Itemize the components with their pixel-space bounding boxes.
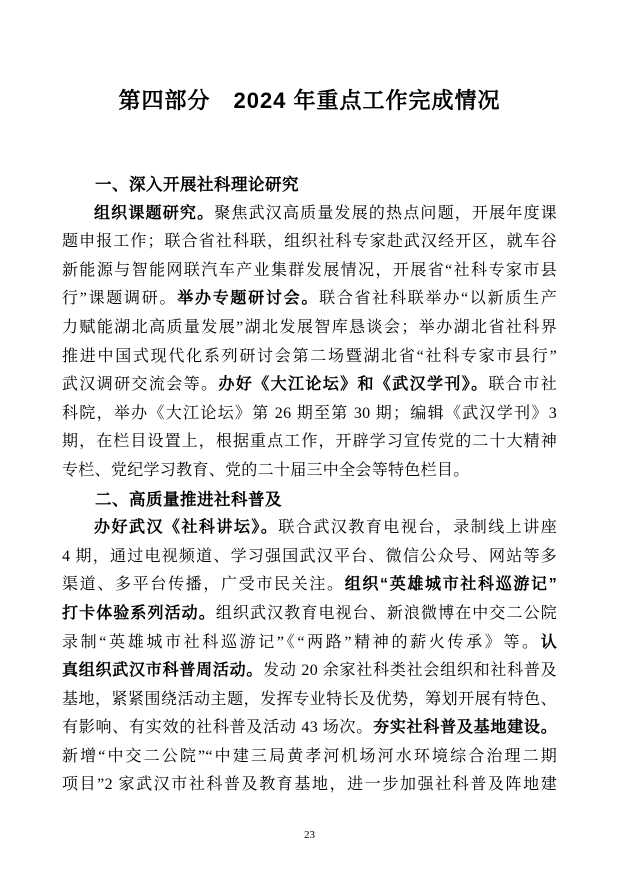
text-line	[62, 771, 557, 800]
text-run: 有影响、有实效的社科普及活动 43 场次。	[62, 719, 374, 737]
page-title: 第四部分 2024 年重点工作完成情况	[118, 88, 501, 113]
text-line	[62, 514, 557, 543]
text-line	[62, 257, 557, 286]
text-run: 新能源与智能网联汽车产业集群发展情况，开展省“社科专家市县	[62, 261, 557, 279]
text-run: 基地，紧紧围绕活动主题，发挥专业特长及优势，筹划开展有特色、	[62, 690, 557, 708]
text-run: 武汉调研交流会等。	[62, 376, 219, 394]
bold-text-run: 认	[540, 633, 557, 651]
text-line	[62, 629, 557, 658]
text-run: 力赋能湖北高质量发展”湖北发展智库恳谈会；举办湖北省社科界	[62, 318, 557, 336]
bold-text-run: 办好武汉《社科讲坛》。	[94, 519, 279, 537]
text-line	[62, 571, 557, 600]
bold-text-run: 夯实社科普及基地建设。	[373, 719, 557, 737]
text-line	[62, 543, 557, 572]
text-line	[62, 743, 557, 772]
text-line	[62, 371, 557, 400]
text-line	[62, 600, 557, 629]
text-line	[62, 686, 557, 715]
text-run: 发动 20 余家社科类社会组织和社科普及	[263, 662, 557, 680]
text-run: 行”课题调研。	[62, 290, 178, 308]
bold-text-run: 组织“英雄城市社科巡游记”	[344, 576, 557, 594]
text-run: 联合市社	[488, 376, 557, 394]
text-run: 期，在栏目设置上，根据重点工作，开辟学习宣传党的二十大精神	[62, 433, 557, 451]
text-run: 聚焦武汉高质量发展的热点问题，开展年度课	[214, 204, 557, 222]
text-line	[62, 714, 557, 743]
text-run: 联合省社科联举办“以新质生产	[319, 290, 558, 308]
section-heading: 一、深入开展社科理论研究	[95, 176, 299, 194]
bold-text-run: 组织课题研究。	[94, 204, 215, 222]
text-line	[62, 400, 557, 429]
text-run: 题申报工作；联合省社科联，组织社科专家赴武汉经开区，就车谷	[62, 233, 557, 251]
text-run: 专栏、党纪学习教育、党的二十届三中全会等特色栏目。	[62, 461, 470, 479]
page-number: 23	[304, 829, 315, 841]
text-line	[62, 343, 557, 372]
document-body	[62, 171, 557, 800]
section-1	[62, 171, 557, 486]
text-run: 联合武汉教育电视台，录制线上讲座	[278, 519, 557, 537]
text-line	[62, 457, 557, 486]
bold-text-run: 打卡体验系列活动。	[62, 604, 216, 622]
text-line	[62, 228, 557, 257]
bold-text-run: 办好《大江论坛》和《武汉学刊》。	[218, 376, 489, 394]
text-line	[62, 428, 557, 457]
text-run: 项目”2 家武汉市社科普及教育基地，进一步加强社科普及阵地建	[62, 776, 557, 794]
text-run: 科院，举办《大江论坛》第 26 期至第 30 期；编辑《武汉学刊》3	[62, 404, 557, 422]
text-line	[62, 200, 557, 229]
section-heading: 二、高质量推进社科普及	[95, 490, 282, 509]
bold-text-run: 举办专题研讨会。	[177, 290, 320, 308]
text-run: 新增“中交二公院”“中建三局黄孝河机场河水环境综合治理二期	[62, 747, 557, 765]
text-run: 推进中国式现代化系列研讨会第二场暨湖北省“社科专家市县行”	[62, 347, 557, 365]
text-line	[62, 285, 557, 314]
text-run: 渠道、多平台传播，广受市民关注。	[62, 576, 345, 594]
text-run: 组织武汉教育电视台、新浪微博在中交二公院	[215, 604, 557, 622]
text-run: 4 期，通过电视频道、学习强国武汉平台、微信公众号、网站等多	[62, 547, 557, 565]
text-run: 录制“英雄城市社科巡游记”《“两路”精神的薪火传承》等。	[62, 633, 541, 651]
bold-text-run: 真组织武汉市科普周活动。	[62, 662, 264, 680]
text-line	[62, 657, 557, 686]
section-2	[62, 486, 557, 801]
text-line	[62, 314, 557, 343]
